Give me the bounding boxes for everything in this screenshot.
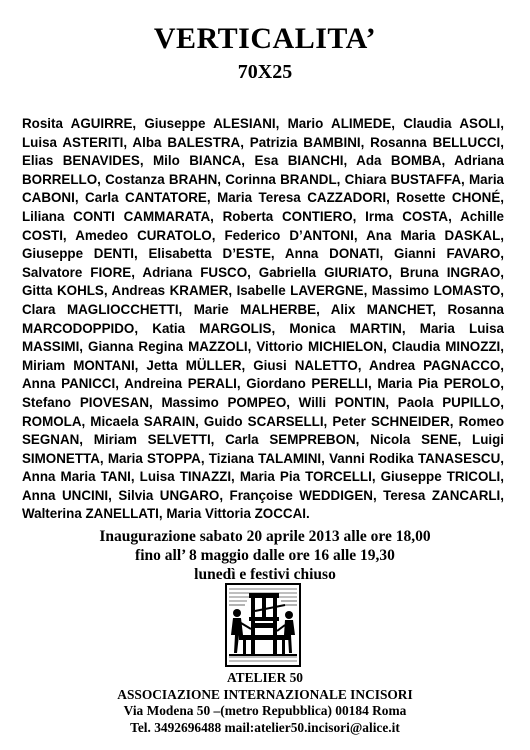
organizer-footer (0, 670, 530, 736)
address-line: Via Modena 50 –(metro Repubblica) 00184 Roma (123, 703, 407, 719)
format-subtitle: 70X25 (237, 61, 293, 83)
association-name: ASSOCIAZIONE INTERNAZIONALE INCISORI (117, 686, 413, 702)
exhibition-info (0, 527, 530, 584)
printing-press-engraving-icon (225, 583, 301, 667)
artists-list: Rosita AGUIRRE, Giuseppe ALESIANI, Mario ALIMEDE, Claudia ASOLI, Luisa ASTERITI, Alba BALESTRA, Patrizia BAMBINI, Rosanna BELLUCCI, Elias BENAVIDES, Milo BIANCA, Esa BIANCHI, Ada BOMBA, Adriana BORRELLO, Costanza BRAHN, Corinna BRANDL, Chiara BUSTAFFA, Maria CABONI, Carla CANTATORE, Maria Teresa CAZZADORI, Rosette CHONÉ, Liliana CONTI CAMMARATA, Roberta CONTIERO, Irma COSTA, Achille COSTI, Amedeo CURATOLO, Federico D’ANTONI, Ana Maria DASKAL, Giuseppe DENTI, Elisabetta D’ESTE, Anna DONATI, Gianni FAVARO, Salvatore FIORE, Adriana FUSCO, Gabriella GIURIATO, Bruna INGRAO, Gitta KOHLS, Andreas KRAMER, Isabelle LAVERGNE, Massimo LOMASTO, Clara MAGLIOCCHETTI, Marie MALHERBE, Alix MANCHET, Rosanna MARCODOPPIDO, Katia MARGOLIS, Monica MARTIN, Maria Luisa MASSIMI, Gianna Regina MAZZOLI, Vittorio MICHIELON, Claudia MINOZZI, Miriam MONTANI, Jetta MÜLLER, Giusi NALETTO, Andrea PAGNACCO, Anna PANICCI, Andreina PERALI, Giordano PERELLI, Maria Pia PEROLO, Stefano PIOVESAN, Massimo POMPEO, Willi PONTIN, Paola PUPILLO, ROMOLA, Micaela SARAIN, Guido SCARSELLI, Peter SCHNEIDER, Romeo SEGNAN, Miriam SELVETTI, Carla SEMPREBON, Nicola SENE, Luigi SIMONETTA, Maria STOPPA, Tiziana TALAMINI, Vanni Rodika TANASESCU, Anna Maria TANI, Luisa TINAZZI, Maria Pia TORCELLI, Giuseppe TRICOLI, Anna UNCINI, Silvia UNGARO, Françoise WEDDIGEN, Teresa ZANCARLI, Walterina ZANELLATI, Maria Vittoria ZOCCAI. (22, 116, 504, 522)
dates-line: fino all’ 8 maggio dalle ore 16 alle 19,30 (135, 547, 395, 564)
opening-line: Inaugurazione sabato 20 aprile 2013 alle ore 18,00 (99, 528, 431, 545)
closed-days-line: lunedì e festivi chiuso (194, 566, 336, 583)
atelier-name: ATELIER 50 (226, 670, 304, 685)
page-title: VERTICALITA’ (153, 22, 377, 55)
contact-line: Tel. 3492696488 mail:atelier50.incisori@alice.it (130, 719, 400, 735)
